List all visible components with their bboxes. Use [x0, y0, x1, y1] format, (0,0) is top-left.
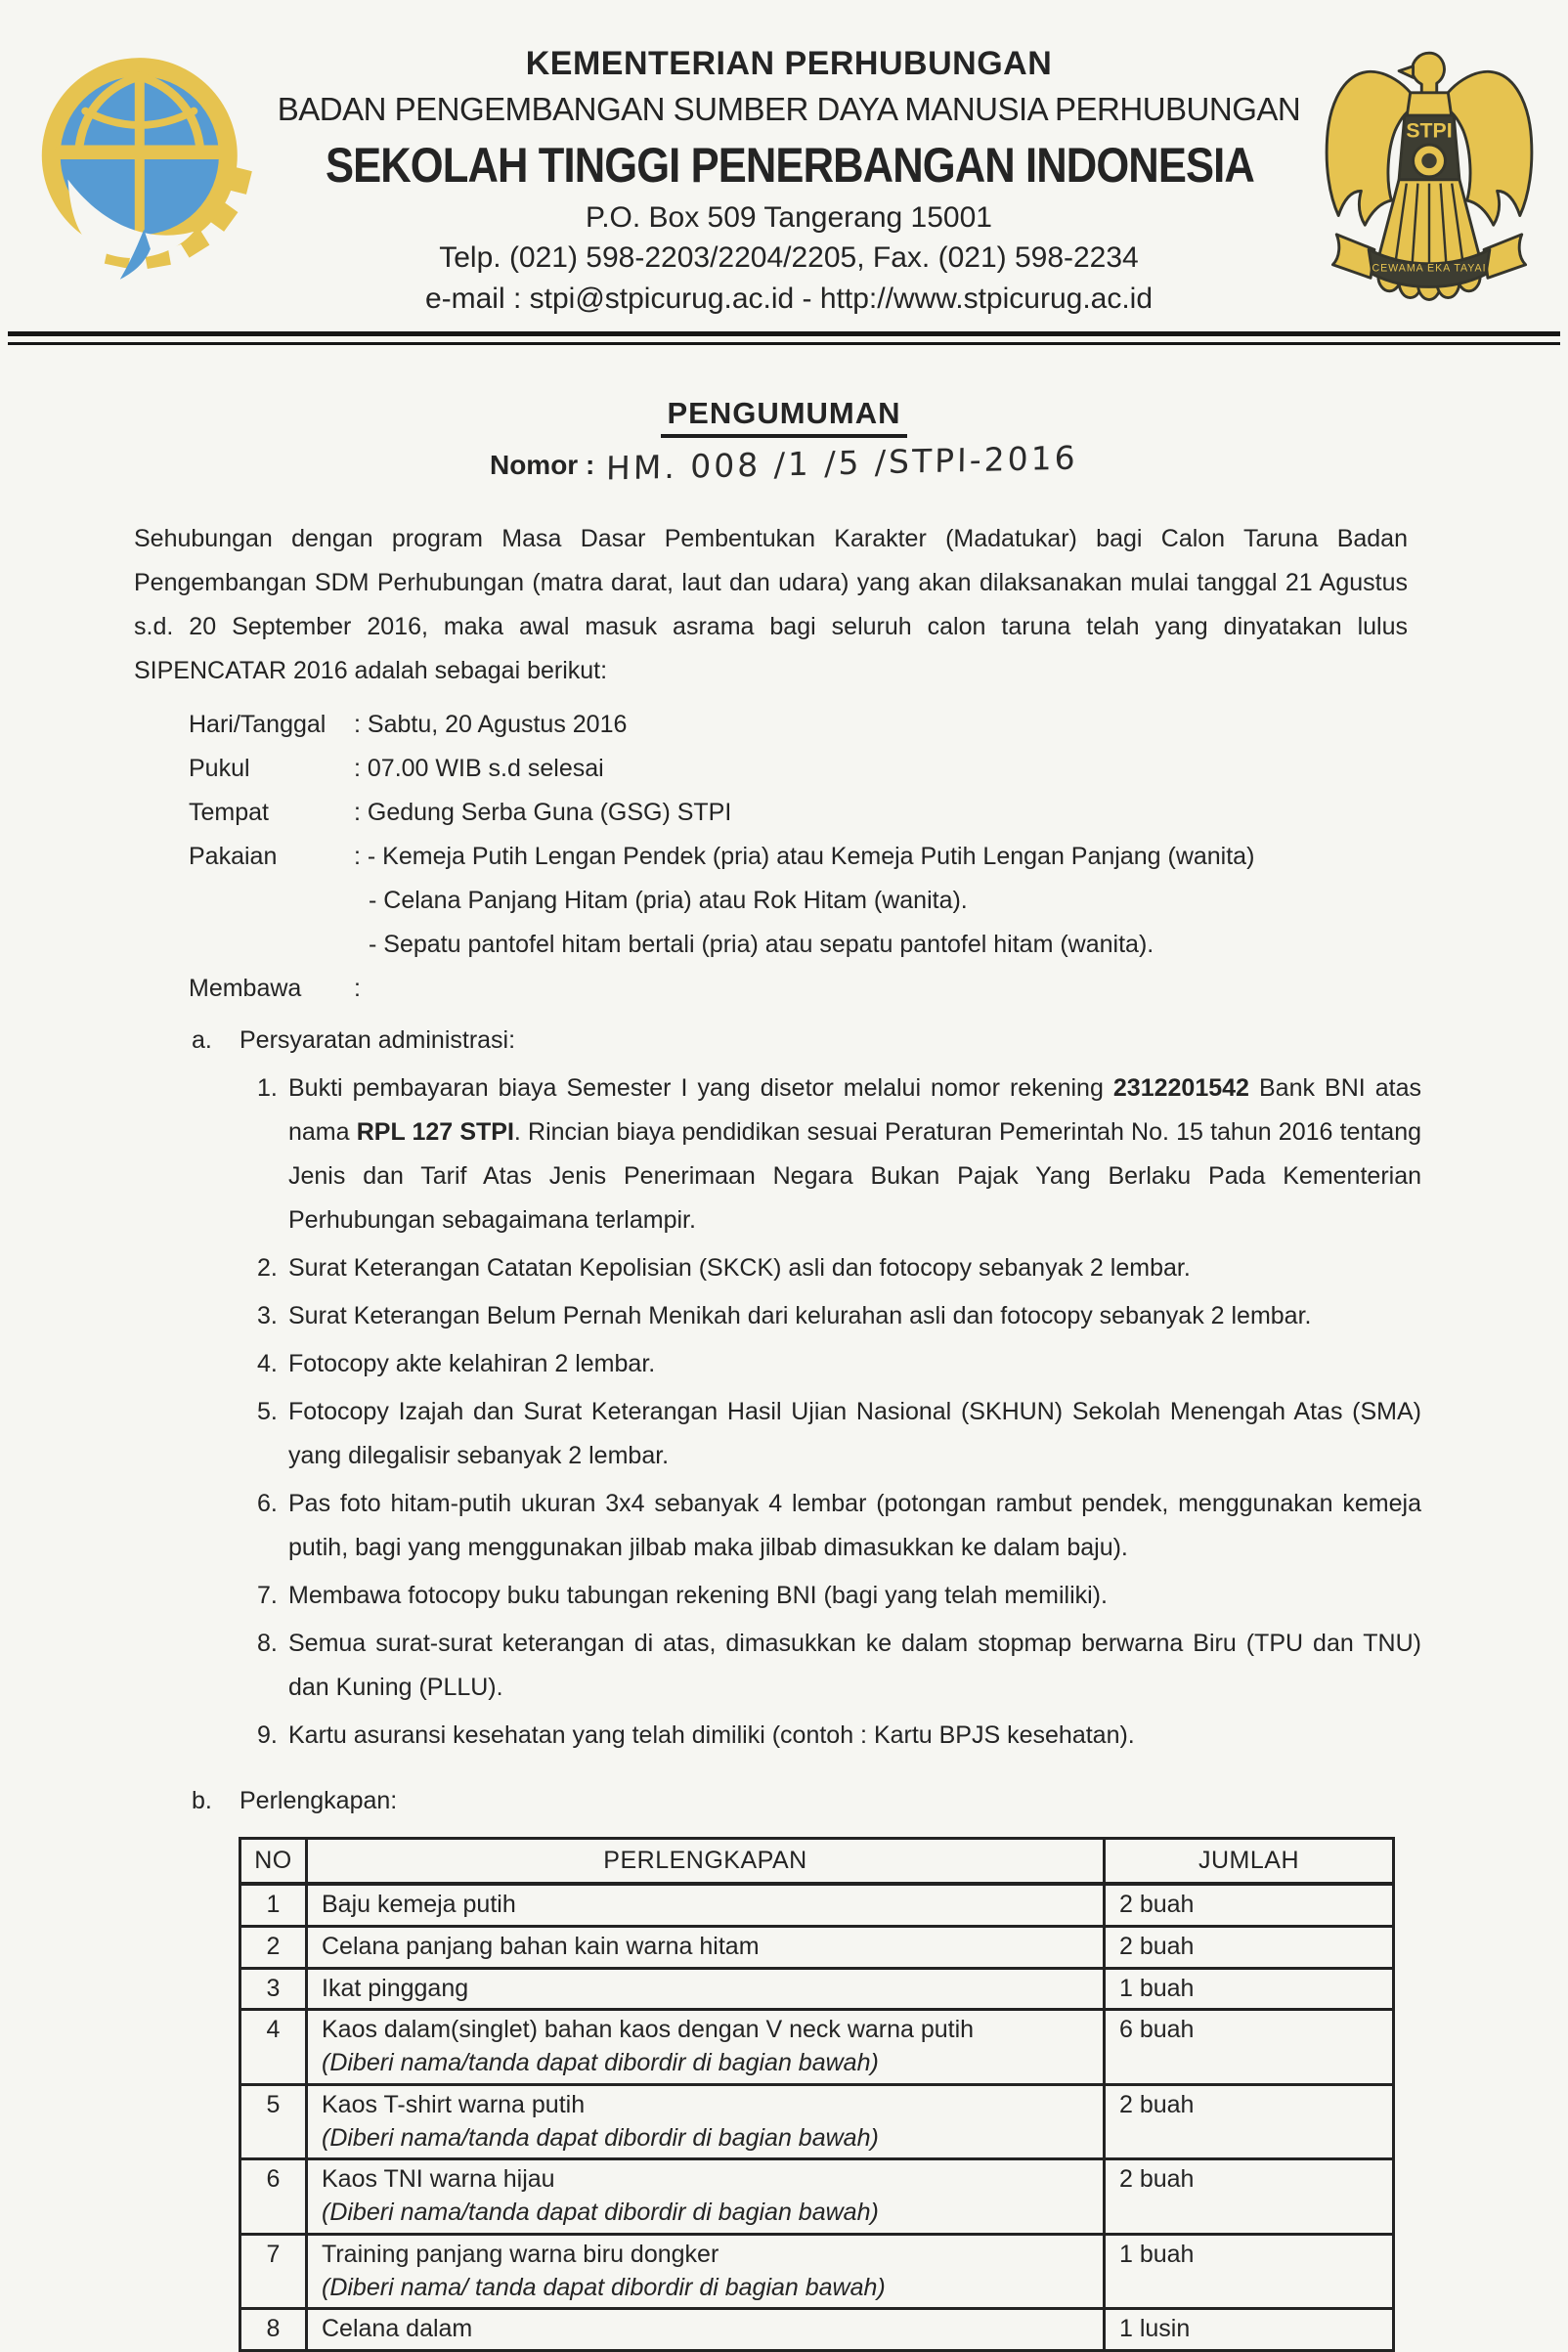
detail-row	[189, 791, 1431, 835]
cell-item	[307, 2010, 1105, 2085]
text-segment: . Rincian biaya pendidikan sesuai Peraturan Pemerintah No. 15 tahun 2016 tentang Jenis dan Tarif Atas Jenis Penerimaan Negara Bukan Pajak Yang Berlaku Pada Kementerian Perhubungan sebagaimana terlampir.	[288, 1118, 1422, 1235]
detail-line: - Celana Panjang Hitam (pria) atau Rok Hitam (wanita).	[369, 887, 968, 915]
admin-requirement-item	[257, 1342, 1421, 1386]
item-number: 2.	[257, 1254, 278, 1283]
item-text	[288, 1294, 1421, 1338]
email-web-line: e-mail : stpi@stpicurug.ac.id - http://www.stpicurug.ac.id	[424, 282, 1154, 315]
section-a-title: Persyaratan administrasi:	[240, 1026, 516, 1055]
cell-jumlah: 2 buah	[1105, 2159, 1394, 2235]
item-note: (Diberi nama/tanda dapat dibordir di bagian bawah)	[322, 2123, 879, 2152]
cell-jumlah: 1 lusin	[1105, 2309, 1394, 2351]
item-name: Celana dalam	[322, 2315, 473, 2343]
letterhead	[0, 0, 1568, 316]
section-a-heading	[192, 1019, 1421, 1063]
cell-item	[307, 1884, 1105, 1926]
detail-value	[354, 703, 1431, 747]
item-number: 3.	[257, 1302, 278, 1330]
kemenhub-logo-icon	[27, 47, 256, 282]
cell-item	[307, 2159, 1105, 2235]
cell-jumlah: 1 buah	[1105, 2234, 1394, 2309]
detail-line: : Sabtu, 20 Agustus 2016	[354, 711, 628, 739]
agency-name: BADAN PENGEMBANGAN SUMBER DAYA MANUSIA PERHUBUNGAN	[277, 91, 1301, 128]
item-number: 1.	[257, 1074, 278, 1103]
item-text	[288, 1714, 1421, 1758]
nomor-value-handwritten: HM. 008 /1 /5 /STPI-2016	[606, 438, 1079, 488]
intro-paragraph: Sehubungan dengan program Masa Dasar Pembentukan Karakter (Madatukar) bagi Calon Taruna Badan Pengembangan SDM Perhubungan (matra darat, laut dan udara) yang akan dilaksanakan mulai tanggal 21 Agustus s.d. 20 September 2016, maka awal masuk asrama bagi seluruh calon taruna telah yang dinyatakan lulus SIPENCATAR 2016 adalah sebagai berikut:	[134, 525, 1408, 685]
cell-no: 3	[240, 1968, 307, 2010]
item-name: Celana panjang bahan kain warna hitam	[322, 1932, 760, 1960]
text-segment: Semua surat-surat keterangan di atas, dimasukkan ke dalam stopmap berwarna Biru (TPU dan TNU) dan Kuning (PLLU).	[288, 1630, 1421, 1702]
text-segment: Bukti pembayaran biaya Semester I yang disetor melalui nomor rekening	[288, 1074, 1113, 1103]
detail-label: Membawa	[189, 975, 302, 1003]
cell-item	[307, 1926, 1105, 1968]
item-text	[288, 1067, 1421, 1242]
detail-row	[189, 967, 1431, 1011]
detail-value	[354, 835, 1431, 967]
equipment-row	[240, 2159, 1394, 2235]
detail-line: :	[354, 975, 361, 1003]
ministry-name: KEMENTERIAN PERHUBUNGAN	[525, 45, 1053, 82]
admin-requirement-item	[257, 1574, 1421, 1618]
ribbon-left-end	[1332, 235, 1374, 278]
item-text	[288, 1342, 1421, 1386]
item-note: (Diberi nama/tanda dapat dibordir di bagian bawah)	[322, 2199, 879, 2227]
nomor-label: Nomor :	[489, 450, 595, 481]
admin-requirement-item	[257, 1390, 1421, 1478]
text-segment: Fotocopy akte kelahiran 2 lembar.	[288, 1350, 656, 1378]
emblem-motto-text: CEWAMA EKA TAYAI	[1372, 262, 1487, 275]
detail-line: : 07.00 WIB s.d selesai	[354, 755, 604, 783]
detail-row	[189, 703, 1431, 747]
text-segment: Surat Keterangan Belum Pernah Menikah dari kelurahan asli dan fotocopy sebanyak 2 lembar.	[288, 1302, 1312, 1330]
detail-line: - Sepatu pantofel hitam bertali (pria) atau sepatu pantofel hitam (wanita).	[369, 931, 1154, 959]
stpi-emblem-icon	[1316, 39, 1543, 307]
item-number: 7.	[257, 1582, 278, 1610]
item-text	[288, 1622, 1421, 1710]
equipment-row	[240, 2309, 1394, 2351]
detail-label: Pakaian	[189, 843, 278, 871]
cell-no: 8	[240, 2309, 307, 2351]
detail-value	[354, 791, 1431, 835]
detail-label: Hari/Tanggal	[189, 711, 327, 739]
item-number: 9.	[257, 1721, 278, 1750]
cell-no: 5	[240, 2084, 307, 2159]
section-b-title: Perlengkapan:	[240, 1787, 398, 1815]
detail-label: Tempat	[189, 799, 269, 827]
cell-no: 1	[240, 1884, 307, 1926]
cell-jumlah: 2 buah	[1105, 1884, 1394, 1926]
title-block	[0, 396, 1568, 488]
item-name: Kaos T-shirt warna putih	[322, 2090, 586, 2118]
item-note: (Diberi nama/ tanda dapat dibordir di bagian bawah)	[322, 2273, 886, 2301]
po-box-line: P.O. Box 509 Tangerang 15001	[586, 200, 992, 234]
equipment-row	[240, 1926, 1394, 1968]
cell-jumlah: 2 buah	[1105, 2084, 1394, 2159]
ribbon-right-end	[1484, 235, 1526, 278]
emblem-stpi-text: STPI	[1406, 118, 1453, 143]
admin-requirement-item	[257, 1294, 1421, 1338]
admin-requirement-item	[257, 1246, 1421, 1290]
admin-requirement-item	[257, 1622, 1421, 1710]
equipment-table-body	[240, 1884, 1394, 2351]
detail-line: : - Kemeja Putih Lengan Pendek (pria) atau Kemeja Putih Lengan Panjang (wanita)	[354, 843, 1255, 871]
admin-requirement-item	[257, 1714, 1421, 1758]
item-text	[288, 1482, 1421, 1570]
cell-item	[307, 2309, 1105, 2351]
cell-item	[307, 1968, 1105, 2010]
cell-jumlah: 1 buah	[1105, 1968, 1394, 2010]
text-segment: Surat Keterangan Catatan Kepolisian (SKCK) asli dan fotocopy sebanyak 2 lembar.	[288, 1254, 1191, 1283]
item-number: 6.	[257, 1490, 278, 1518]
cell-no: 7	[240, 2234, 307, 2309]
cell-item	[307, 2084, 1105, 2159]
equipment-table-header-row	[240, 1839, 1394, 1885]
document-number-line	[0, 438, 1568, 488]
item-note: (Diberi nama/tanda dapat dibordir di bagian bawah)	[322, 2049, 879, 2077]
school-name: SEKOLAH TINGGI PENERBANGAN INDONESIA	[325, 138, 1254, 194]
detail-row	[189, 747, 1431, 791]
text-segment: Pas foto hitam-putih ukuran 3x4 sebanyak 4 lembar (potongan rambut pendek, menggunakan kemeja putih, bagi yang menggunakan jilbab maka jilbab dimasukkan ke dalam baju).	[288, 1490, 1421, 1562]
document-title: PENGUMUMAN	[661, 396, 906, 438]
item-number: 4.	[257, 1350, 278, 1378]
admin-requirement-item	[257, 1482, 1421, 1570]
detail-value	[354, 747, 1431, 791]
detail-line: : Gedung Serba Guna (GSG) STPI	[354, 799, 732, 827]
equipment-row	[240, 2234, 1394, 2309]
equipment-row	[240, 2010, 1394, 2085]
detail-row	[189, 835, 1431, 967]
cell-no: 6	[240, 2159, 307, 2235]
cell-no: 2	[240, 1926, 307, 1968]
cell-item	[307, 2234, 1105, 2309]
item-name: Baju kemeja putih	[322, 1891, 516, 1919]
letterhead-divider	[8, 331, 1560, 345]
text-segment: Bank BNI atas nama	[288, 1074, 1421, 1147]
admin-requirements-list	[257, 1067, 1421, 1758]
cell-jumlah: 2 buah	[1105, 1926, 1394, 1968]
item-name: Ikat pinggang	[322, 1974, 469, 2002]
eagle-head	[1413, 53, 1445, 95]
text-segment: 2312201542	[1112, 1074, 1249, 1103]
col-header-perlengkapan: PERLENGKAPAN	[307, 1839, 1105, 1885]
item-name: Kaos dalam(singlet) bahan kaos dengan V neck warna putih	[322, 2016, 975, 2044]
admin-requirement-item	[257, 1067, 1421, 1242]
section-b-letter: b.	[192, 1787, 212, 1815]
cell-no: 4	[240, 2010, 307, 2085]
detail-value	[354, 967, 1431, 1011]
item-name: Training panjang warna biru dongker	[322, 2240, 719, 2268]
item-text	[288, 1246, 1421, 1290]
text-segment: RPL 127 STPI	[356, 1118, 514, 1147]
col-header-no: NO	[240, 1839, 307, 1885]
item-text	[288, 1390, 1421, 1478]
item-number: 5.	[257, 1398, 278, 1426]
phone-fax-line: Telp. (021) 598-2203/2204/2205, Fax. (021) 598-2234	[439, 241, 1139, 275]
section-a-letter: a.	[192, 1026, 212, 1055]
equipment-row	[240, 2084, 1394, 2159]
col-header-jumlah: JUMLAH	[1105, 1839, 1394, 1885]
text-segment: Kartu asuransi kesehatan yang telah dimiliki (contoh : Kartu BPJS kesehatan).	[288, 1721, 1135, 1750]
equipment-row	[240, 1884, 1394, 1926]
eagle-beak	[1399, 66, 1414, 78]
equipment-row	[240, 1968, 1394, 2010]
cell-jumlah: 6 buah	[1105, 2010, 1394, 2085]
item-number: 8.	[257, 1630, 278, 1658]
equipment-table	[239, 1837, 1395, 2352]
details-list	[189, 703, 1431, 1011]
section-b-heading	[192, 1779, 1421, 1823]
item-name: Kaos TNI warna hijau	[322, 2165, 555, 2194]
text-segment: Fotocopy Izajah dan Surat Keterangan Hasil Ujian Nasional (SKHUN) Sekolah Menengah Atas (SMA) yang dilegalisir sebanyak 2 lembar.	[288, 1398, 1421, 1470]
text-segment: Membawa fotocopy buku tabungan rekening BNI (bagi yang telah memiliki).	[288, 1582, 1108, 1610]
detail-label: Pukul	[189, 755, 250, 783]
item-text	[288, 1574, 1421, 1618]
